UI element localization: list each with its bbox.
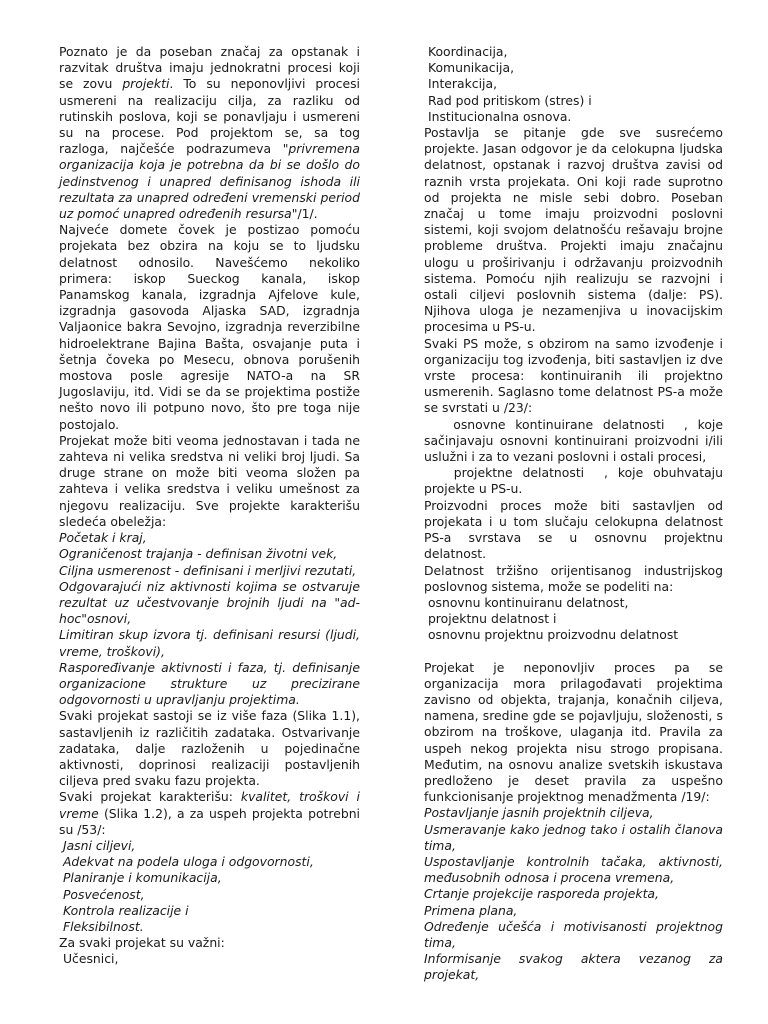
ten-rules-paragraph: Projekat je neponovljiv proces pa se organizacija mora prilagođavati projektima zavisno od objekta, trajanja, konačnih ciljeva, namena, sredine gde se pojavljuju, složenosti, s obzirom na troškove, ulaganja itd. Pravila za uspeh nekog projekta nisu strogo propisana. Međutim, na osnovu analize svetskih iskustava predloženo je deset pravila za uspešno funkcionisanje projektnog menadžmenta /19/: — [424, 659, 727, 805]
important-list — [59, 951, 360, 967]
list-item: Adekvat na podela uloga i odgovornosti, — [59, 854, 314, 870]
list-item: Fleksibilnost. — [59, 918, 144, 934]
spacer — [424, 644, 723, 660]
complexity-paragraph: Projekat može biti veoma jednostavan i tada ne zahteva ni velika sredstva ni veliki broj ljudi. Sa druge strane on može biti veoma složen pa zahteva i velika sredstva i veliku umešnost za njegovu realizaciju. Sve projekte karakterišu sledeća obeležja: — [59, 432, 364, 529]
italic-text: kvalitet, troškovi i vreme — [59, 789, 364, 821]
list-item: Crtanje projekcije rasporeda projekta, — [424, 886, 659, 902]
important-list-continued — [424, 44, 723, 125]
list-item: osnovnu kontinuiranu delatnost, — [424, 594, 629, 610]
right-column — [424, 44, 727, 984]
text-run: . To su neponovljivi procesi usmereni na realizaciju cilja, za razliku od rutinskih poslova, koji se ponavljaju i usmereni su na procese. Pod projektom se, sa tog razloga, najčešće podrazumeva " — [59, 76, 364, 157]
list-item: Određenje učešća i motivisanosti projektnog tima, — [424, 918, 727, 950]
production-process-paragraph: Proizvodni proces može biti sastavljen od projekata i u tom slučaju celokupna delatnost PS-a svrstava se u osnovnu projektnu delatnost. — [424, 497, 727, 562]
list-item: Ciljna usmerenost - definisani i merljivi rezutati, — [59, 562, 357, 578]
important-heading: Za svaki projekat su važni: — [59, 935, 225, 951]
market-oriented-paragraph: Delatnost tržišno orijentisanog industrijskog poslovnog sistema, može se podeliti na: — [424, 562, 727, 594]
continuous-activities-item: osnovne kontinuirane delatnosti , koje sačinjavaju osnovni kontinuirani proizvodni i/ili uslužni i za to vezani poslovni i ostali procesi, — [424, 416, 727, 465]
list-item: Posvećenost, — [59, 886, 145, 902]
characteristics-paragraph — [59, 789, 364, 838]
list-item: Uspostavljanje kontrolnih tačaka, aktivnosti, međusobnih odnosa i procena vremena, — [424, 853, 727, 886]
list-item: Rad pod pritiskom (stres) i — [424, 92, 592, 108]
list-item: Jasni ciljevi, — [59, 837, 136, 853]
text-run: Poznato je da poseban značaj za opstanak i razvitak društva imaju jednokratni procesi koji se zovu — [59, 44, 364, 92]
list-item: Kontrola realizacije i — [59, 902, 189, 918]
list-item: Usmeravanje kako jednog tako i ostalih članova tima, — [424, 821, 727, 853]
features-list — [59, 530, 364, 708]
italic-text: privremena organizacija koja je potrebna da bi se došlo do jedinstvenog i unapred definisanog ishoda ili rezultata za unapred određeni vremenski period uz pomoć unapred određenih resursa — [59, 141, 364, 222]
list-item: Planiranje i komunikacija, — [59, 870, 222, 886]
list-item: Postavljanje jasnih projektnih ciljeva, — [424, 805, 654, 821]
list-item: Odgovarajući niz aktivnosti kojima se ostvaruje rezultat uz učestvovanje brojnih ljudi na "ad-hoc"osnovi, — [59, 578, 364, 627]
list-item: Učesnici, — [59, 951, 119, 967]
text-run: "/1/. — [291, 206, 318, 222]
list-item: Komunikacija, — [424, 60, 515, 76]
examples-paragraph: Najveće domete čovek je postizao pomoću projekata bez obzira na koju se to ljudsku delatnost odnosilo. Navešćemo nekoliko primera: iskop Sueckog kanala, iskop Panamskog kanala, izgradnja Ajfelove kule, izgradnja gasovoda Aljaska SAD, izgradnja Valjaonice bakra Sevojno, izgradnja reverzibilne hidroelektrane Bajina Bašta, osvajanje puta i šetnja čoveka po Mesecu, obnova porušenih mostova posle agresije NATO-a na SR Jugoslaviju, itd. Vidi se da se projektima postiže nešto novo ili potpuno novo, što pre toga nije postojalo. — [59, 222, 364, 432]
list-item: Raspoređivanje aktivnosti i faza, tj. definisanje organizacione strukture uz precizirane odgovornosti u upravljanju projektima. — [59, 659, 364, 708]
left-column — [59, 44, 364, 968]
rules-list — [424, 805, 727, 983]
project-activities-item: projektne delatnosti , koje obuhvataju projekte u PS-u. — [424, 465, 727, 497]
list-item: Početak i kraj, — [59, 530, 147, 546]
list-item: Koordinacija, — [424, 44, 508, 59]
success-needs-list — [59, 838, 360, 935]
division-list — [424, 595, 723, 644]
intro-paragraph — [59, 44, 364, 222]
text-run: Svaki projekat karakterišu: — [59, 789, 241, 805]
list-item: Informisanje svakog aktera vezanog za projekat, — [424, 951, 727, 983]
ps-processes-paragraph: Svaki PS može, s obzirom na samo izvođenje i organizaciju tog izvođenja, biti sastavljen iz dve vrste procesa: kontinuiranih ili projektno usmerenih. Saglasno tome delatnost PS-a može se svrstati u /23/: — [424, 335, 727, 416]
text-run: (Slika 1.2), a za uspeh projekta potrebni su /53/: — [59, 805, 364, 837]
where-projects-paragraph: Postavlja se pitanje gde sve susrećemo projekte. Jasan odgovor je da celokupna ljudska delatnost, opstanak i razvoj društva zavisi od raznih vrsta projekata. Oni koji rade suprotno od projekta ne misle sebi dobro. Poseban značaj u tome imaju proizvodni poslovni sistemi, koji svojom delatnošću rešavaju brojne probleme društva. Projekti imaju značajnu ulogu u proširivanju i održavanju proizvodnih sistema. Pomoću njih realizuju se razvojni i ostali ciljevi poslovnih sistema (dalje: PS). Njihova uloga je nezamenjiva u inovacijskim procesima u PS-u. — [424, 125, 727, 335]
list-item: projektnu delatnost i — [424, 611, 557, 627]
list-item: osnovnu projektnu proizvodnu delatnost — [424, 627, 679, 643]
list-item: Limitiran skup izvora tj. definisani resursi (ljudi, vreme, troškovi), — [59, 627, 364, 659]
italic-text: projekti — [122, 76, 170, 92]
list-item: Institucionalna osnova. — [424, 108, 572, 124]
list-item: Ograničenost trajanja - definisan životni vek, — [59, 546, 338, 562]
list-item: Primena plana, — [424, 902, 518, 918]
phases-paragraph: Svaki projekat sastoji se iz više faza (Slika 1.1), sastavljenih iz različitih zadataka. Ostvarivanje zadataka, dalje razloženih u pojedinačne aktivnosti, doprinosi realizaciji postavljenih ciljeva pred svaku fazu projekta. — [59, 708, 364, 789]
list-item: Interakcija, — [424, 76, 498, 92]
